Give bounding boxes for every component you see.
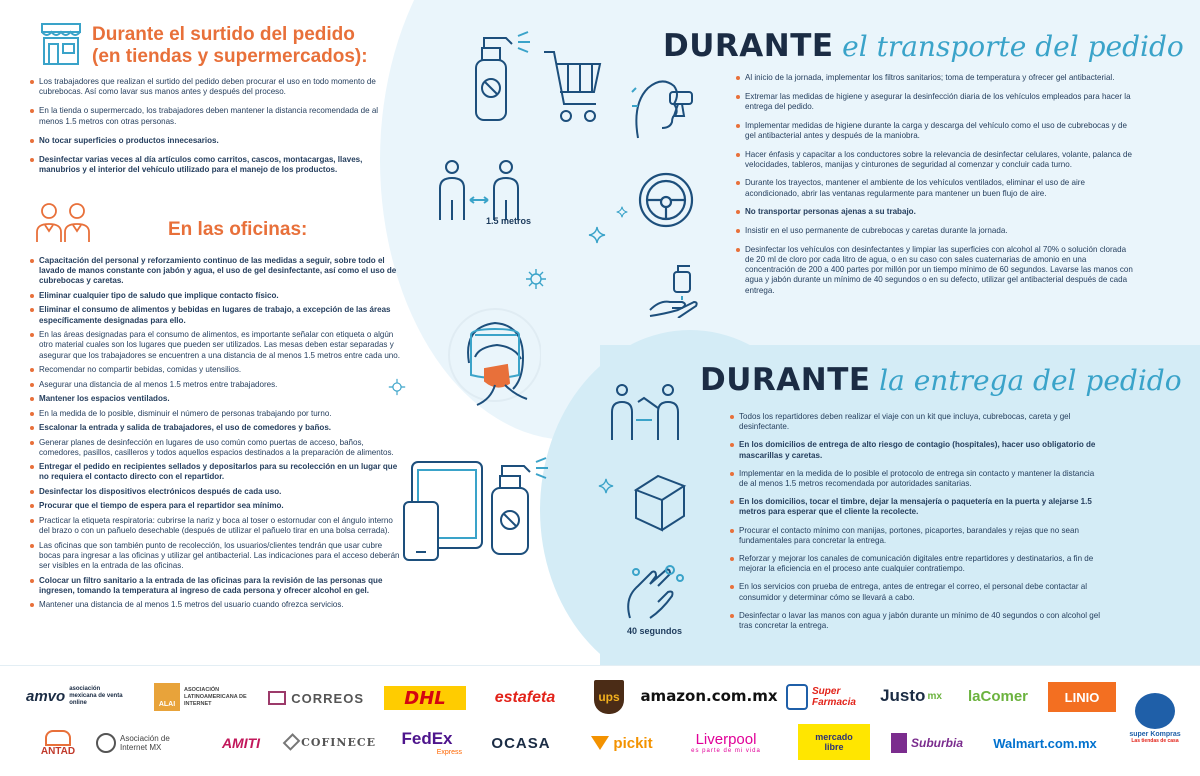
cofinece-logo[interactable] xyxy=(286,728,376,756)
office-workers-icon xyxy=(32,198,94,249)
hand-washing-icon xyxy=(620,562,690,627)
correos-logo[interactable] xyxy=(268,686,364,710)
seconds-label: 40 segundos xyxy=(627,626,683,636)
transport-item: Insistir en el uso permanente de cubrebocas y caretas durante la jornada. xyxy=(736,226,1136,236)
offices-item: Asegurar una distancia de al menos 1.5 metros entre trabajadores. xyxy=(30,380,405,390)
fedex-logo-sub: Express xyxy=(436,748,462,756)
delivery-item: Desinfectar o lavar las manos con agua y jabón durante un mínimo de 40 segundos o con alcohol gel tras concretar la entrega. xyxy=(730,611,1100,631)
superkompras-logo[interactable] xyxy=(1126,688,1184,748)
liverpool-logo-text: Liverpool xyxy=(695,730,757,748)
superfarmacia-icon xyxy=(786,684,808,710)
stores-title: Durante el surtido del pedido (en tiendas y supermercados): xyxy=(92,24,368,67)
antad-logo-text: ANTAD xyxy=(40,745,76,757)
delivery-item: Implementar en la medida de lo posible el protocolo de entrega sin contacto y mantener la distancia de al menos 1.5 metros recomendada por autoridades sanitarias. xyxy=(730,469,1100,489)
liverpool-logo[interactable] xyxy=(680,726,772,758)
asociacion-internet-icon xyxy=(96,733,116,753)
transport-item: No transportar personas ajenas a su trabajo. xyxy=(736,207,1136,217)
delivery-item: Todos los repartidores deben realizar el viaje con un kit que incluya, cubrebocas, careta y gel desinfectante. xyxy=(730,412,1100,432)
amiti-logo-text: AMITI xyxy=(221,735,261,751)
shopping-cart-icon xyxy=(540,46,604,139)
transport-list xyxy=(736,73,1136,304)
justo-logo[interactable] xyxy=(876,684,946,708)
offices-item: Practicar la etiqueta respiratoria: cubrirse la nariz y boca al toser o estornudar con el ángulo interno del brazo o con un pañuelo desechable (después de utilizar el pañuelo tirar en una bolsa cerrada). xyxy=(30,516,405,536)
sparkle-icon-3 xyxy=(598,478,614,499)
amvo-logo[interactable] xyxy=(26,684,130,708)
transport-item: Extremar las medidas de higiene y asegurar la desinfección diaria de los vehículos empleados para hacer la entrega del pedido. xyxy=(736,92,1136,112)
virus-icon-2 xyxy=(388,378,406,401)
antad-icon xyxy=(45,730,71,746)
delivery-title-script: la entrega del pedido xyxy=(879,364,1182,397)
woman-face-shield-icon xyxy=(445,305,541,414)
delivery-item: Reforzar y mejorar los canales de comunicación digitales entre repartidores y destinatarios, a fin de mejorar la eficiencia en el proceso ante cualquier contratiempo. xyxy=(730,554,1100,574)
delivery-item: En los domicilios de entrega de alto riesgo de contagio (hospitales), hacer uso obligatorio de mascarillas y caretas. xyxy=(730,440,1100,460)
ocasa-logo-text: OCASA xyxy=(491,734,551,752)
suburbia-logo[interactable] xyxy=(886,730,968,756)
offices-item: Las oficinas que son también punto de recolección, los usuarios/clientes tendrán que usar cubre bocas para ingresar a las oficinas y utilizar gel antibacterial. Las indicaciones para el acceso deberán ser visibles en la entrada de las oficinas. xyxy=(30,541,405,572)
superkompras-heart-icon xyxy=(1135,693,1175,729)
store-icon xyxy=(38,22,84,71)
offices-item: Generar planes de desinfección en lugares de uso común como puertas de acceso, baños, comedores, pasillos, casilleros y todos aquellos espacios destinados a la preparación de alimentos. xyxy=(30,438,405,458)
delivery-item: Procurar el contacto mínimo con manijas, portones, picaportes, barandales y rejas que no sean fundamentales para concretar la entrega. xyxy=(730,526,1100,546)
offices-item: Colocar un filtro sanitario a la entrada de las oficinas para la revisión de las personas que ingresen, tomando la temperatura al ingreso de cada persona y ofrecer alcohol en gel. xyxy=(30,576,405,596)
dhl-logo[interactable] xyxy=(384,686,466,710)
offices-item: Mantener los espacios ventilados. xyxy=(30,394,405,404)
walmart-logo-text: Walmart.com.mx xyxy=(993,735,1097,751)
amazon-logo-text: amazon.com.mx xyxy=(640,687,778,705)
offices-item: Mantener una distancia de al menos 1.5 metros del usuario cuando ofrezca servicios. xyxy=(30,600,405,610)
sanitizer-hand-icon xyxy=(648,262,698,323)
distance-label: 1.5 metros xyxy=(486,216,532,226)
antad-logo[interactable] xyxy=(30,726,86,760)
ups-logo[interactable] xyxy=(594,680,624,714)
amvo-logo-text: asociación mexicana de venta online xyxy=(69,685,123,706)
amazon-logo[interactable] xyxy=(640,684,778,708)
stores-item: Los trabajadores que realizan el surtido del pedido deben procurar el uso en todo momento de cubrebocas. Así como lavar sus manos antes y después del proceso. xyxy=(30,77,398,97)
offices-item: Procurar que el tiempo de espera para el repartidor sea mínimo. xyxy=(30,501,405,511)
offices-item: Escalonar la entrada y salida de trabajadores, el uso de comedores y baños. xyxy=(30,423,405,433)
fedex-logo[interactable] xyxy=(392,726,462,758)
stores-list xyxy=(30,77,398,184)
transport-title xyxy=(663,28,1184,65)
walmart-logo[interactable] xyxy=(986,730,1104,756)
transport-title-bold: DURANTE xyxy=(663,28,834,64)
linio-logo-text: LINIO xyxy=(1064,689,1100,705)
spray-bottle-icon xyxy=(462,26,542,131)
ocasa-logo[interactable] xyxy=(484,730,558,756)
delivery-title xyxy=(700,362,1182,399)
offices-title: En las oficinas: xyxy=(168,219,308,240)
linio-logo[interactable] xyxy=(1048,682,1116,712)
sparkle-icon-2 xyxy=(616,205,628,223)
stores-item: No tocar superficies o productos innecesarios. xyxy=(30,136,398,146)
transport-title-script: el transporte del pedido xyxy=(842,30,1184,63)
fedex-logo-text: FedEx xyxy=(401,728,453,748)
superfarmacia-logo-text: Super Farmacia xyxy=(812,686,856,708)
delivery-item: En los servicios con prueba de entrega, antes de entregar el correo, el personal debe contactar al consumidor y determinar cómo se llevará a cabo. xyxy=(730,582,1100,602)
offices-item: Eliminar el consumo de alimentos y bebidas en lugares de trabajo, a excepción de las áreas específicamente designadas para ello. xyxy=(30,305,405,325)
amiti-logo[interactable] xyxy=(206,728,276,758)
superkompras-logo-text: super Kompras xyxy=(1129,730,1181,738)
alai-logo-mark: ALAI xyxy=(154,683,180,711)
delivery-item: En los domicilios, tocar el timbre, dejar la mensajería o paquetería en la puerta y alejarse 1.5 metros para esperar que el cliente la recolecte. xyxy=(730,497,1100,517)
superfarmacia-logo[interactable] xyxy=(784,682,864,712)
delivery-distance-icon xyxy=(606,384,684,447)
stores-item: En la tienda o supermercado, los trabajadores deben mantener la distancia recomendada de al menos 1.5 metros con otras personas. xyxy=(30,106,398,126)
offices-item: En las áreas designadas para el consumo de alimentos, es importante señalar con etiqueta o algún otro material cuales son los lugares que pueden ser utilizados. Las mesas deben estar separadas y asegurar que los trabajadores se encuentren a una distancia de al menos 1.5 metros entre cada uno. xyxy=(30,330,405,361)
superkompras-logo-sub: Las tiendas de casa xyxy=(1131,737,1179,744)
offices-item: En la medida de lo posible, disminuir el número de personas trabajando por turno. xyxy=(30,409,405,419)
offices-item: Recomendar no compartir bebidas, comidas y utensilios. xyxy=(30,365,405,375)
offices-item: Eliminar cualquier tipo de saludo que implique contacto físico. xyxy=(30,291,405,301)
offices-item: Capacitación del personal y reforzamiento continuo de las medidas a seguir, sobre todo el lavado de manos constante con jabón y agua, el uso de gel desinfectante, así como el uso de cubrebocas y caretas. xyxy=(30,256,405,287)
estafeta-logo-text: estafeta xyxy=(494,689,556,706)
lacomer-logo[interactable] xyxy=(958,684,1038,708)
dhl-logo-text: DHL xyxy=(404,687,446,709)
transport-item: Durante los trayectos, mantener el ambiente de los vehículos ventilados, eliminar el uso de aire acondicionado, abrir las ventanas regularmente para mantener un buen flujo de aire. xyxy=(736,178,1136,198)
transport-item: Desinfectar los vehículos con desinfectantes y limpiar las superficies con alcohol al 70% o solución clorada de 20 ml de cloro por cada litro de agua, o en su caso con sales cuaternarias de amonio en una concentración de 200 a 400 partes por millón por un tiempo mínimo de 60 segundos. Lavarse las manos con agua y jabón durante un mínimo de 40 segundos o en su defecto, utilizar gel antibacterial después de cada entrega. xyxy=(736,245,1136,296)
offices-item: Entregar el pedido en recipientes sellados y depositarlos para su recolección en un lugar que no requiera el contacto directo con el repartidor. xyxy=(30,462,405,482)
suburbia-icon xyxy=(891,733,907,753)
package-box-icon xyxy=(630,472,690,537)
correos-logo-text: CORREOS xyxy=(291,690,364,706)
transport-item: Hacer énfasis y capacitar a los conductores sobre la relevancia de desinfectar celulares, volante, palanca de velocidades, tableros, manijas y cinturones de seguridad al comenzar y concluir cada turno. xyxy=(736,150,1136,170)
pickit-icon xyxy=(591,736,609,750)
alai-logo-text: ASOCIACIÓN LATINOAMERICANA DE INTERNET xyxy=(184,686,247,707)
virus-icon-1 xyxy=(525,268,547,295)
steering-wheel-icon xyxy=(636,170,696,235)
offices-list xyxy=(30,256,405,615)
correos-icon xyxy=(268,691,286,705)
sparkle-icon-1 xyxy=(588,226,606,249)
cofinece-icon xyxy=(283,733,301,751)
stores-item: Desinfectar varias veces al día artículos como carritos, cascos, montacargas, llaves, manubrios y el interior del vehículo utilizado para el manejo de los productos. xyxy=(30,155,398,175)
mercadolibre-logo-text: mercado libre xyxy=(815,732,853,752)
liverpool-logo-sub: es parte de mi vida xyxy=(691,747,761,754)
suburbia-logo-text: Suburbia xyxy=(910,736,963,750)
devices-spray-icon xyxy=(402,448,552,569)
amvo-logo-mark: amvo xyxy=(26,687,66,705)
transport-item: Implementar medidas de higiene durante la carga y descarga del vehículo como el uso de cubrebocas y de gel antibacterial antes y después de la maniobra. xyxy=(736,121,1136,141)
asociacion-internet-logo[interactable] xyxy=(96,728,196,758)
delivery-title-bold: DURANTE xyxy=(700,362,871,398)
estafeta-logo[interactable] xyxy=(484,686,566,710)
temperature-check-icon xyxy=(630,72,700,145)
pickit-logo[interactable] xyxy=(582,730,662,756)
alai-logo[interactable] xyxy=(154,682,250,712)
offices-item: Desinfectar los dispositivos electrónicos después de cada uso. xyxy=(30,487,405,497)
asociacion-internet-logo-text: Asociación de Internet MX xyxy=(120,734,170,752)
justo-logo-suffix: mx xyxy=(927,690,942,702)
justo-logo-text: Justo xyxy=(880,686,926,705)
transport-item: Al inicio de la jornada, implementar los filtros sanitarios; toma de temperatura y ofrecer gel antibacterial. xyxy=(736,73,1136,83)
mercadolibre-logo[interactable] xyxy=(798,724,870,760)
lacomer-logo-text: laComer xyxy=(967,687,1029,705)
ups-logo-text: ups xyxy=(598,690,620,704)
delivery-list xyxy=(730,412,1100,639)
pickit-logo-text: pickit xyxy=(613,734,653,752)
cofinece-logo-text: COFINECE xyxy=(301,735,376,749)
